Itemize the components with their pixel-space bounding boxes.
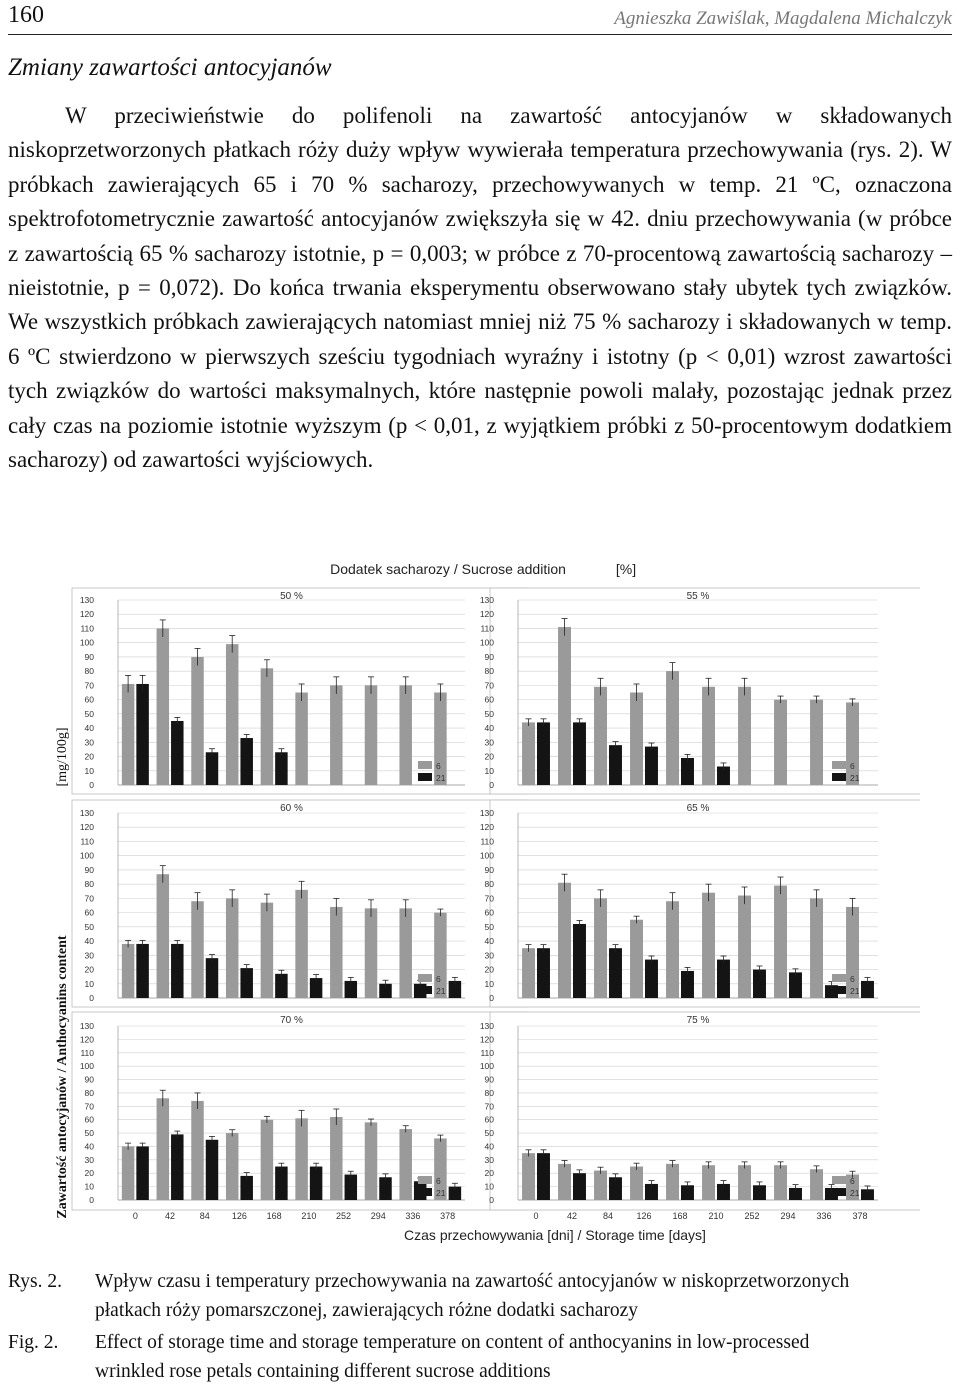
x-tick-label: 168 (267, 1211, 282, 1221)
y-tick-label: 20 (85, 752, 95, 762)
y-tick-label: 70 (85, 893, 95, 903)
figure-title-unit: [%] (616, 561, 636, 577)
x-tick-label: 210 (708, 1211, 723, 1221)
y-tick-label: 50 (485, 709, 495, 719)
bar-21 (609, 948, 622, 998)
bar-6 (558, 883, 571, 998)
bar-6 (666, 901, 679, 998)
legend-swatch (832, 986, 846, 994)
legend-swatch (418, 1188, 432, 1196)
y-tick-label: 0 (89, 780, 94, 790)
y-tick-label: 30 (485, 950, 495, 960)
y-tick-label: 130 (480, 1021, 494, 1031)
y-tick-label: 110 (480, 623, 494, 633)
bar-6 (846, 907, 859, 998)
legend-label: 6 (850, 1176, 855, 1186)
bar-21 (275, 1167, 287, 1200)
y-tick-label: 130 (80, 595, 94, 605)
y-tick-label: 80 (85, 666, 95, 676)
bar-6 (261, 903, 273, 998)
y-tick-label: 90 (485, 865, 495, 875)
y-tick-label: 0 (489, 993, 494, 1003)
bar-6 (434, 693, 446, 786)
caption-label-pl: Rys. 2. (8, 1268, 62, 1297)
y-tick-label: 10 (85, 766, 95, 776)
x-tick-label: 378 (440, 1211, 455, 1221)
bar-21 (681, 758, 694, 785)
panel-title: 75 % (687, 1015, 710, 1026)
y-tick-label: 0 (89, 993, 94, 1003)
caption-label-en: Fig. 2. (8, 1329, 58, 1358)
bar-6 (330, 1117, 342, 1200)
bar-6 (295, 890, 307, 998)
legend-swatch (832, 1188, 846, 1196)
panel-title: 65 % (687, 803, 710, 814)
chart-grid (50, 552, 920, 1252)
x-tick-label: 294 (371, 1211, 386, 1221)
legend-label: 6 (850, 974, 855, 984)
bar-6 (774, 1165, 787, 1200)
y-tick-label: 100 (480, 851, 494, 861)
y-tick-label: 130 (80, 808, 94, 818)
bar-6 (594, 1171, 607, 1200)
x-tick-label: 42 (165, 1211, 175, 1221)
x-tick-label: 0 (133, 1211, 138, 1221)
x-tick-label: 210 (301, 1211, 316, 1221)
y-tick-label: 50 (85, 709, 95, 719)
bar-6 (774, 886, 787, 998)
y-tick-label: 70 (485, 1101, 495, 1111)
y-tick-label: 40 (85, 936, 95, 946)
bar-6 (522, 948, 535, 998)
bar-6 (594, 898, 607, 998)
bar-6 (191, 901, 203, 998)
y-tick-label: 120 (80, 1034, 94, 1044)
bar-6 (702, 893, 715, 998)
x-tick-label: 252 (744, 1211, 759, 1221)
caption-polish (8, 1268, 952, 1325)
bar-6 (261, 1120, 273, 1200)
y-tick-label: 80 (485, 666, 495, 676)
bar-21 (681, 971, 694, 998)
y-tick-label: 80 (485, 1088, 495, 1098)
x-tick-label: 84 (603, 1211, 613, 1221)
bar-6 (157, 1098, 169, 1200)
legend-label: 21 (436, 986, 446, 996)
y-tick-label: 10 (485, 979, 495, 989)
y-tick-label: 20 (485, 1168, 495, 1178)
legend-swatch (832, 1176, 846, 1184)
bar-21 (136, 1146, 148, 1200)
bar-6 (157, 874, 169, 998)
bar-21 (379, 1177, 391, 1200)
legend-swatch (832, 773, 846, 781)
legend-swatch (418, 986, 432, 994)
bar-6 (399, 908, 411, 998)
bar-6 (738, 687, 751, 785)
legend-swatch (418, 974, 432, 982)
y-tick-label: 50 (85, 1128, 95, 1138)
y-tick-label: 80 (485, 879, 495, 889)
bar-6 (738, 1165, 751, 1200)
x-tick-label: 126 (232, 1211, 247, 1221)
bar-6 (666, 1164, 679, 1200)
x-tick-label: 126 (636, 1211, 651, 1221)
legend-swatch (418, 761, 432, 769)
bar-6 (330, 685, 342, 785)
bar-6 (226, 1133, 238, 1200)
paragraph: W przeciwieństwie do polifenoli na zawartość antocyjanów w składowanych niskoprzetworzonych płatkach róży duży wpływ wywierała temperatura przechowywania (rys. 2). W próbkach zawierających 65 i 70 % sacharozy, przechowywanych w temp. 21 ºC, oznaczona spektrofotometrycznie zawartość antocyjanów zwiększyła się w 42. dniu przechowywania (w próbce z zawartością 65 % sacharozy istotnie, p = 0,003; w próbce z 70-procentową zawartością sacharozy – nieistotnie, p = 0,072). Do końca trwania eksperymentu obserwowano stały ubytek tych związków. We wszystkich próbkach zawierających natomiast mniej niż 75 % sacharozy i składowanych w temp. 6 ºC stwierdzono w pierwszych sześciu tygodniach wyraźny i istotny (p < 0,01) wzrost zawartości tych związków do wartości maksymalnych, które następnie powoli malały, pozostając jednak przez cały czas na poziomie istotnie wyższym (p < 0,01, z wyjątkiem próbki z 50-procentowym dodatkiem sacharozy) od zawartości wyjściowych. (8, 99, 952, 477)
x-tick-label: 336 (816, 1211, 831, 1221)
bar-6 (630, 920, 643, 998)
y-tick-label: 40 (485, 723, 495, 733)
y-tick-label: 30 (85, 737, 95, 747)
bar-21 (275, 752, 287, 785)
bar-6 (226, 644, 238, 785)
y-tick-label: 70 (485, 893, 495, 903)
bar-6 (630, 693, 643, 786)
bar-21 (171, 944, 183, 998)
bar-21 (717, 960, 730, 998)
y-tick-label: 10 (85, 1182, 95, 1192)
x-tick-label: 378 (852, 1211, 867, 1221)
bar-21 (206, 1140, 218, 1200)
y-tick-label: 40 (485, 1141, 495, 1151)
bar-21 (573, 722, 586, 785)
y-tick-label: 70 (85, 1101, 95, 1111)
x-tick-label: 0 (533, 1211, 538, 1221)
bar-6 (810, 700, 823, 785)
bar-21 (609, 1177, 622, 1200)
bar-6 (226, 898, 238, 998)
bar-6 (122, 1146, 134, 1200)
y-tick-label: 50 (85, 922, 95, 932)
bar-21 (136, 944, 148, 998)
y-tick-label: 30 (85, 1155, 95, 1165)
legend-label: 21 (850, 773, 860, 783)
y-axis-title: Zawartość antocyjanów / Anthocyanins content (55, 935, 70, 1218)
legend-label: 6 (850, 761, 855, 771)
bar-6 (558, 1164, 571, 1200)
y-tick-label: 20 (485, 965, 495, 975)
bar-6 (558, 627, 571, 785)
legend-label: 21 (436, 1188, 446, 1198)
section-title: Zmiany zawartości antocyjanów (8, 54, 332, 82)
x-tick-label: 294 (780, 1211, 795, 1221)
bar-21 (206, 958, 218, 998)
legend-label: 6 (436, 761, 441, 771)
y-tick-label: 90 (85, 865, 95, 875)
x-tick-label: 252 (336, 1211, 351, 1221)
figure-caption (8, 1268, 952, 1386)
y-tick-label: 0 (89, 1195, 94, 1205)
bar-6 (122, 684, 134, 785)
x-tick-label: 168 (672, 1211, 687, 1221)
y-tick-label: 120 (480, 609, 494, 619)
bar-21 (206, 752, 218, 785)
bar-21 (537, 948, 550, 998)
bar-21 (310, 1167, 322, 1200)
bar-6 (191, 1101, 203, 1200)
panel-title: 55 % (687, 591, 710, 602)
bar-21 (171, 1134, 183, 1200)
bar-6 (295, 1118, 307, 1200)
y-tick-label: 40 (85, 723, 95, 733)
bar-21 (573, 1173, 586, 1200)
body-text (8, 99, 952, 477)
panel-title: 60 % (280, 803, 303, 814)
bar-21 (753, 970, 766, 998)
caption-pl-line: płatkach róży pomarszczonej, zawierających różne dodatki sacharozy (95, 1297, 952, 1326)
bar-21 (345, 1175, 357, 1200)
caption-en-line: wrinkled rose petals containing different sucrose additions (95, 1358, 952, 1386)
legend-label: 21 (850, 1188, 860, 1198)
y-tick-label: 60 (85, 908, 95, 918)
bar-6 (702, 687, 715, 785)
y-tick-label: 130 (80, 1021, 94, 1031)
panel-title: 70 % (280, 1015, 303, 1026)
y-tick-label: 70 (485, 680, 495, 690)
y-tick-label: 30 (85, 950, 95, 960)
x-tick-label: 84 (200, 1211, 210, 1221)
legend-swatch (832, 761, 846, 769)
bar-6 (666, 671, 679, 785)
y-tick-label: 110 (80, 836, 94, 846)
y-tick-label: 90 (85, 652, 95, 662)
y-tick-label: 20 (485, 752, 495, 762)
y-tick-label: 90 (485, 1075, 495, 1085)
y-tick-label: 90 (85, 1075, 95, 1085)
bar-6 (630, 1167, 643, 1200)
bar-6 (522, 722, 535, 785)
y-tick-label: 80 (85, 1088, 95, 1098)
y-tick-label: 50 (485, 922, 495, 932)
caption-english (8, 1329, 952, 1386)
bar-6 (365, 908, 377, 998)
legend-swatch (832, 974, 846, 982)
legend-label: 6 (436, 1176, 441, 1186)
legend-label: 21 (436, 773, 446, 783)
y-tick-label: 60 (485, 1115, 495, 1125)
y-tick-label: 120 (80, 822, 94, 832)
bar-6 (738, 896, 751, 998)
y-tick-label: 80 (85, 879, 95, 889)
y-tick-label: 110 (480, 1048, 494, 1058)
bar-6 (702, 1165, 715, 1200)
y-tick-label: 90 (485, 652, 495, 662)
y-tick-label: 10 (485, 766, 495, 776)
y-tick-label: 110 (80, 623, 94, 633)
x-tick-label: 336 (405, 1211, 420, 1221)
y-tick-label: 20 (85, 965, 95, 975)
caption-pl-line: Wpływ czasu i temperatury przechowywania na zawartość antocyjanów w niskoprzetworzonych (95, 1268, 952, 1297)
y-tick-label: 120 (480, 1034, 494, 1044)
y-tick-label: 10 (485, 1182, 495, 1192)
y-tick-label: 100 (80, 851, 94, 861)
y-tick-label: 20 (85, 1168, 95, 1178)
panel-title: 50 % (280, 591, 303, 602)
bar-6 (399, 1129, 411, 1200)
bar-21 (645, 747, 658, 785)
y-tick-label: 110 (480, 836, 494, 846)
x-axis-title: Czas przechowywania [dni] / Storage time [days] (404, 1227, 706, 1243)
y-tick-label: 70 (85, 680, 95, 690)
bar-6 (122, 944, 134, 998)
bar-21 (240, 1176, 252, 1200)
y-tick-label: 50 (485, 1128, 495, 1138)
y-tick-label: 120 (480, 822, 494, 832)
y-tick-label: 40 (85, 1141, 95, 1151)
bar-21 (573, 924, 586, 998)
bar-21 (275, 974, 287, 998)
bar-6 (157, 628, 169, 785)
y-tick-label: 60 (85, 695, 95, 705)
y-tick-label: 60 (485, 908, 495, 918)
y-tick-label: 10 (85, 979, 95, 989)
caption-en-line: Effect of storage time and storage temperature on content of anthocyanins in low-processed (95, 1329, 952, 1358)
legend-label: 21 (850, 986, 860, 996)
bar-21 (645, 960, 658, 998)
figure-title: Dodatek sacharozy / Sucrose addition (330, 561, 566, 577)
bar-21 (537, 1153, 550, 1200)
y-tick-label: 100 (80, 638, 94, 648)
bar-6 (295, 693, 307, 786)
bar-6 (810, 1169, 823, 1200)
y-tick-label: 130 (480, 808, 494, 818)
legend-label: 6 (436, 974, 441, 984)
running-head-authors: Agnieszka Zawiślak, Magdalena Michalczyk (614, 8, 952, 30)
y-tick-label: 120 (80, 609, 94, 619)
y-tick-label: 100 (480, 1061, 494, 1071)
y-tick-label: 60 (485, 695, 495, 705)
bar-6 (774, 700, 787, 785)
bar-6 (191, 657, 203, 785)
bar-6 (365, 685, 377, 785)
figure-anthocyanins (50, 552, 920, 1252)
y-tick-label: 60 (85, 1115, 95, 1125)
bar-6 (330, 907, 342, 998)
x-tick-label: 42 (567, 1211, 577, 1221)
y-tick-label: 100 (480, 638, 494, 648)
bar-21 (609, 745, 622, 785)
bar-21 (537, 722, 550, 785)
bar-21 (789, 972, 802, 998)
legend-swatch (418, 1176, 432, 1184)
bar-6 (365, 1122, 377, 1200)
legend-swatch (418, 773, 432, 781)
bar-21 (240, 968, 252, 998)
bar-6 (810, 898, 823, 998)
page-number: 160 (8, 2, 44, 29)
bar-6 (261, 668, 273, 785)
y-tick-label: 100 (80, 1061, 94, 1071)
bar-6 (522, 1153, 535, 1200)
y-tick-label: 130 (480, 595, 494, 605)
bar-21 (136, 684, 148, 785)
bar-6 (594, 687, 607, 785)
y-axis-unit: [mg/100g] (55, 727, 70, 786)
bar-21 (240, 738, 252, 785)
bar-6 (399, 685, 411, 785)
y-tick-label: 30 (485, 1155, 495, 1165)
y-tick-label: 110 (80, 1048, 94, 1058)
page-header (8, 0, 952, 35)
y-tick-label: 0 (489, 1195, 494, 1205)
y-tick-label: 30 (485, 737, 495, 747)
y-tick-label: 0 (489, 780, 494, 790)
bar-21 (171, 721, 183, 785)
y-tick-label: 40 (485, 936, 495, 946)
